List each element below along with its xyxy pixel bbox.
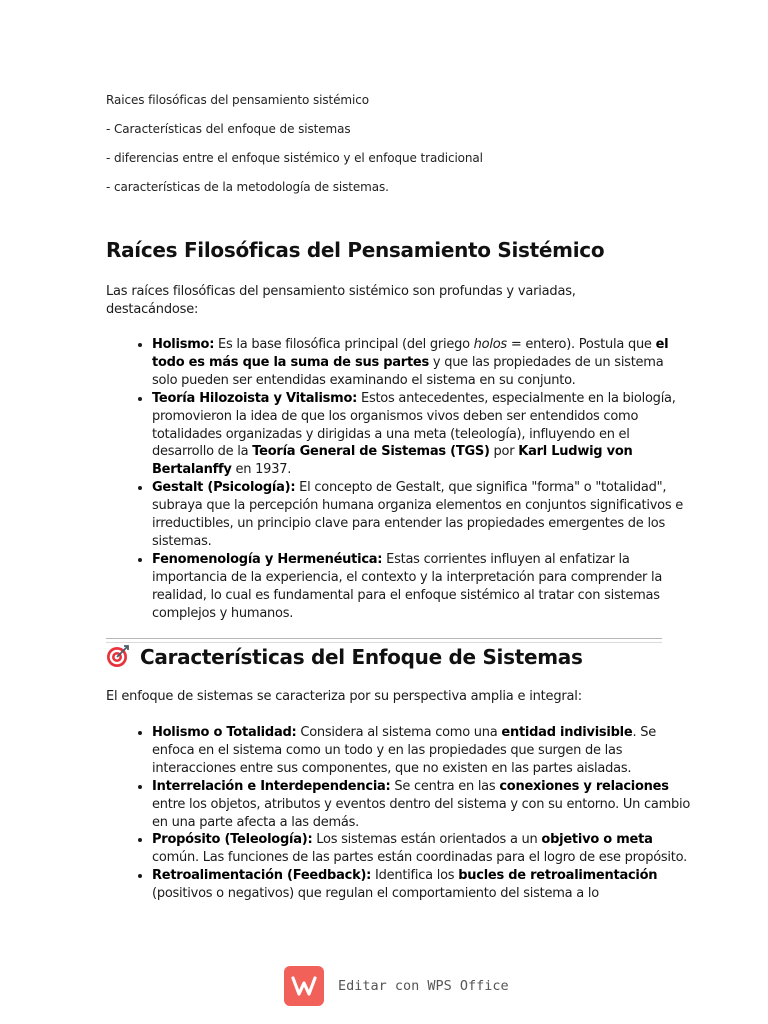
wps-office-logo-icon bbox=[284, 966, 324, 1006]
list-item-term: Holismo o Totalidad: bbox=[152, 725, 297, 740]
list-item-text: Considera al sistema como una bbox=[296, 725, 502, 740]
list-item-text: y que las propiedades de un sistema solo pueden ser entendidas examinando el sistema en su conjunto. bbox=[152, 354, 664, 388]
section-heading bbox=[106, 644, 583, 673]
list-item-term: Retroalimentación (Feedback): bbox=[152, 868, 372, 884]
list-item-text: Se centra en las bbox=[390, 778, 500, 794]
list-item-text: por bbox=[489, 444, 519, 460]
section-heading: Raíces Filosóficas del Pensamiento Sistémico bbox=[106, 238, 605, 262]
list-item bbox=[152, 479, 692, 551]
wps-edit-label[interactable]: Editar con WPS Office bbox=[338, 978, 509, 994]
list-item-text: Los sistemas están orientados a un bbox=[312, 832, 542, 848]
list-item-text: Es la base filosófica principal (del griego bbox=[214, 337, 474, 352]
list-item-text: El concepto de Gestalt, que significa "forma" o "totalidad", subraya que la percepción humana organiza elementos en conjuntos significativos e irreductibles, un principio clave para entender las propiedades emergentes de los sistemas. bbox=[152, 480, 684, 549]
list-item-text: Estos antecedentes, especialmente en la biología, promovieron la idea de que los organismos vivos deben ser entendidos como totalidades organizadas y dirigidas a una meta (teleología), influyendo en el desarrollo de la bbox=[152, 390, 676, 460]
list-item-term: Holismo: bbox=[152, 337, 215, 352]
outline-line: Raices filosóficas del pensamiento sistémico bbox=[106, 93, 369, 107]
horizontal-rule bbox=[106, 638, 662, 643]
list-item-text: Estas corrientes influyen al enfatizar la importancia de la experiencia, el contexto y la interpretación para comprender la realidad, lo cual es fundamental para el enfoque sistémico al tratar con sistemas complejos y humanos. bbox=[152, 551, 663, 621]
list-item-bold: objetivo o meta bbox=[541, 832, 653, 848]
list-item-bold: entidad indivisible bbox=[501, 725, 633, 740]
section-intro: Las raíces filosóficas del pensamiento sistémico son profundas y variadas, destacándose: bbox=[106, 284, 576, 317]
list-item-term: Teoría Hilozoista y Vitalismo: bbox=[152, 390, 358, 406]
list-item bbox=[152, 336, 692, 390]
bullet-list bbox=[130, 336, 692, 623]
list-item-term: Fenomenología y Hermenéutica: bbox=[152, 551, 383, 567]
list-item-bold: el todo es más que la suma de sus partes bbox=[152, 337, 669, 370]
list-item-term: Interrelación e Interdependencia: bbox=[152, 778, 391, 794]
list-item-text: común. Las funciones de las partes están coordinadas para el logro de ese propósito. bbox=[152, 850, 687, 866]
outline-line: - características de la metodología de sistemas. bbox=[106, 180, 389, 194]
list-item-text: = entero). Postula que bbox=[506, 337, 656, 352]
list-item-italic: holos bbox=[473, 337, 507, 352]
outline-line: - diferencias entre el enfoque sistémico y el enfoque tradicional bbox=[106, 151, 483, 165]
outline-line: - Características del enfoque de sistemas bbox=[106, 122, 351, 136]
target-icon bbox=[106, 644, 130, 673]
list-item-bold: conexiones y relaciones bbox=[499, 778, 669, 794]
list-item bbox=[152, 724, 692, 778]
list-item bbox=[152, 831, 692, 867]
list-item-term: Gestalt (Psicología): bbox=[152, 480, 296, 496]
list-item-text: entre los objetos, atributos y eventos dentro del sistema y con su entorno. Un cambio en una parte afecta a las demás. bbox=[152, 796, 691, 830]
list-item-bold: Teoría General de Sistemas (TGS) bbox=[252, 444, 490, 460]
list-item-text: . Se enfoca en el sistema como un todo y en las propiedades que surgen de las interacciones entre sus componentes, que no existen en las partes aisladas. bbox=[152, 725, 656, 776]
list-item bbox=[152, 390, 692, 480]
section-intro: El enfoque de sistemas se caracteriza por su perspectiva amplia e integral: bbox=[106, 689, 582, 704]
wps-edit-link[interactable] bbox=[284, 966, 509, 1006]
list-item-text: (positivos o negativos) que regulan el comportamiento del sistema a lo bbox=[152, 886, 599, 902]
bullet-list bbox=[130, 724, 692, 903]
list-item-text: Identifica los bbox=[371, 868, 459, 884]
list-item bbox=[152, 551, 692, 623]
list-item-bold: Karl Ludwig von Bertalanffy bbox=[152, 444, 633, 478]
list-item-text: en 1937. bbox=[231, 462, 292, 478]
list-item bbox=[152, 867, 692, 903]
list-item-term: Propósito (Teleología): bbox=[152, 832, 313, 848]
section-heading-text: Características del Enfoque de Sistemas bbox=[140, 645, 583, 669]
list-item bbox=[152, 778, 692, 832]
list-item-bold: bucles de retroalimentación bbox=[458, 868, 658, 884]
